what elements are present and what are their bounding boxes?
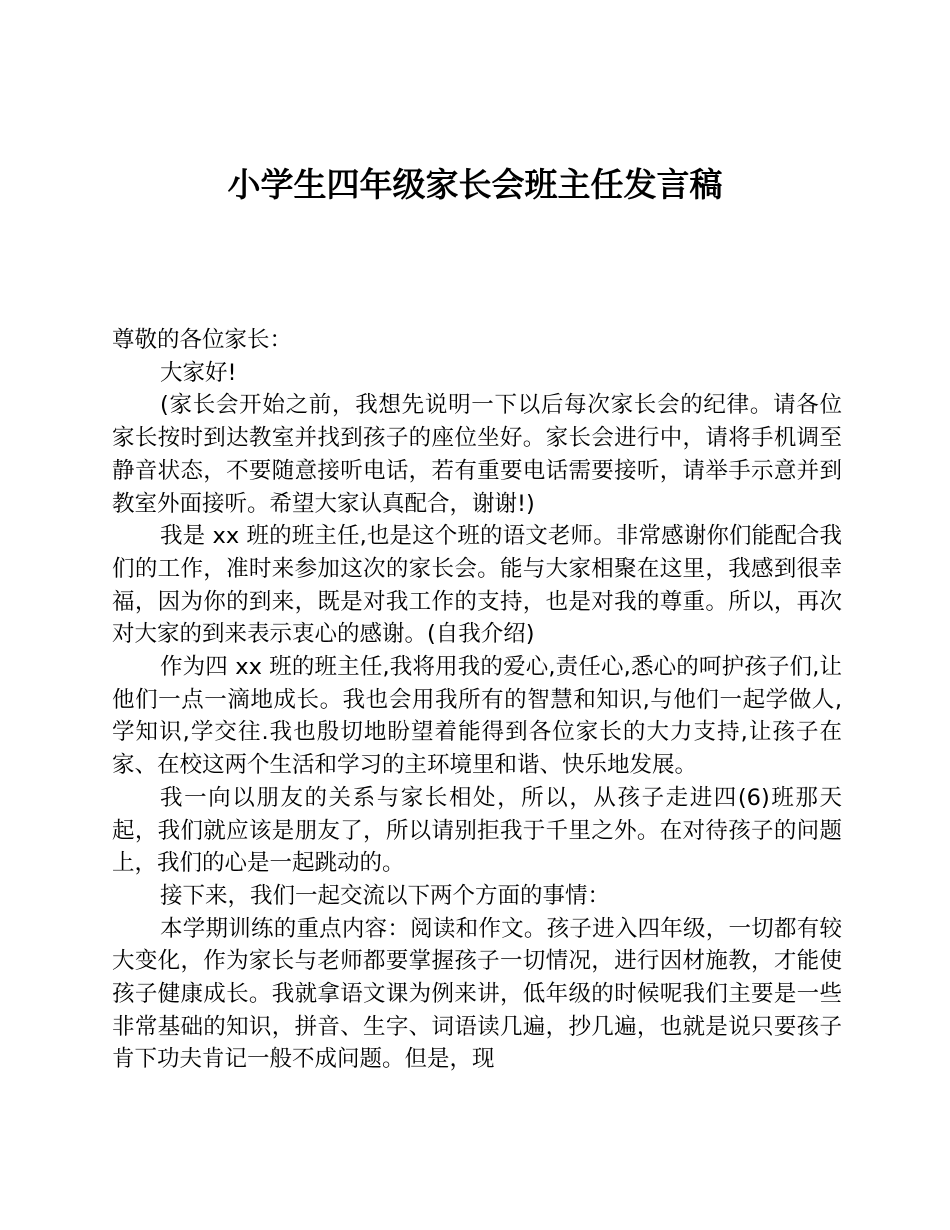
paragraph-friendship: 我一向以朋友的关系与家长相处，所以，从孩子走进四(6)班那天起，我们就应该是朋友了，所以请别拒我于千里之外。在对待孩子的问题上，我们的心是一起跳动的。 (112, 784, 842, 877)
document-title: 小学生四年级家长会班主任发言稿 (227, 165, 723, 205)
paragraph-self-introduction: 我是 xx 班的班主任,也是这个班的语文老师。非常感谢你们能配合我们的工作，准时来参加这次的家长会。能与大家相聚在这里，我感到很幸福，因为你的到来，既是对我工作的支持，也是对我的尊重。所以，再次对大家的到来表示衷心的感谢。(自我介绍) (112, 523, 842, 648)
document-body (112, 324, 842, 1076)
paragraph-semester-focus: 本学期训练的重点内容：阅读和作文。孩子进入四年级，一切都有较大变化，作为家长与老师都要掌握孩子一切情况，进行因材施教，才能使孩子健康成长。我就拿语文课为例来讲，低年级的时候呢我们主要是一些非常基础的知识，拼音、生字、词语读几遍，抄几遍，也就是说只要孩子肯下功夫肯记一般不成问题。但是，现 (112, 915, 842, 1073)
paragraph-transition: 接下来，我们一起交流以下两个方面的事情： (160, 882, 611, 909)
paragraph-greeting: 大家好! (160, 359, 237, 386)
paragraph-meeting-rules: (家长会开始之前，我想先说明一下以后每次家长会的纪律。请各位家长按时到达教室并找到孩子的座位坐好。家长会进行中，请将手机调至静音状态，不要随意接听电话，若有重要电话需要接听，请举手示意并到教室外面接听。希望大家认真配合，谢谢!) (112, 392, 842, 517)
paragraph-teacher-commitment: 作为四 xx 班的班主任,我将用我的爱心,责任心,悉心的呵护孩子们,让他们一点一滴地成长。我也会用我所有的智慧和知识,与他们一起学做人,学知识,学交往.我也殷切地盼望着能得到各位家长的大力支持,让孩子在家、在校这两个生活和学习的主环境里和谐、快乐地发展。 (112, 654, 842, 779)
salutation: 尊敬的各位家长： (112, 327, 293, 353)
